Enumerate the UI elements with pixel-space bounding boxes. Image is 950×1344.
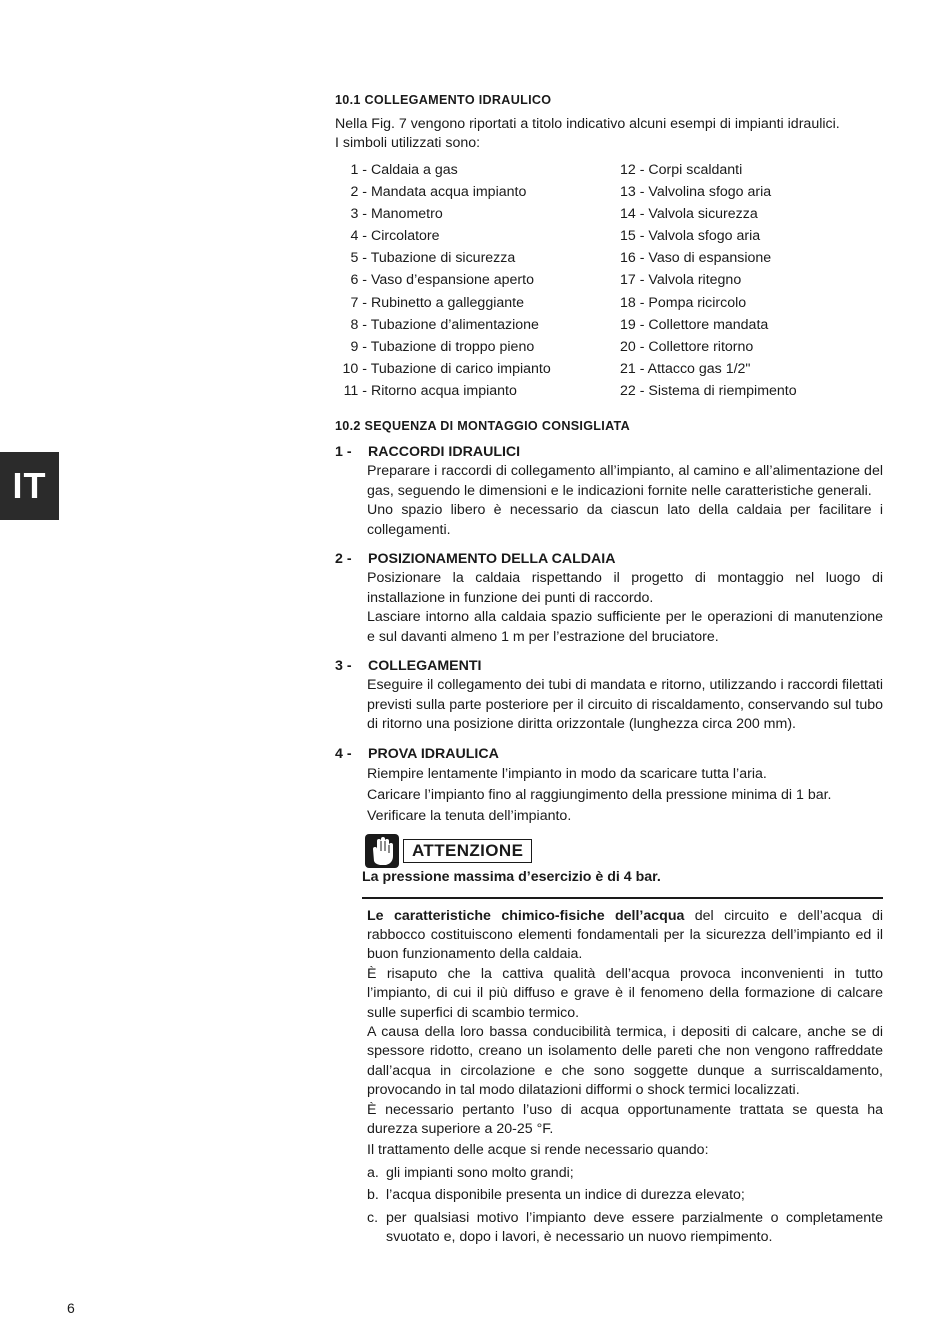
step-heading: 4 - PROVA IDRAULICA bbox=[335, 745, 499, 762]
list-item: 13 - Valvolina sfogo aria bbox=[620, 184, 772, 201]
warning-text: La pressione massima d’esercizio è di 4 bar. bbox=[362, 868, 661, 885]
list-item: b. l’acqua disponibile presenta un indice di durezza elevato; bbox=[367, 1187, 745, 1204]
section-assembly-sequence bbox=[335, 419, 883, 827]
list-item: 21 - Attacco gas 1/2" bbox=[620, 360, 751, 377]
paragraph: Preparare i raccordi di collegamento all’impianto, al camino e all’alimentazione del gas, seguendo le dimensioni e le indicazioni fornite nelle caratteristiche generali. bbox=[367, 463, 883, 499]
list-item: 1 - Caldaia a gas bbox=[350, 162, 458, 178]
list-item: 10 - Tubazione di carico impianto bbox=[342, 360, 551, 377]
water-quality-note bbox=[367, 907, 883, 1248]
symbol-column-right bbox=[620, 159, 883, 402]
step-heading: 2 - POSIZIONAMENTO DELLA CALDAIA bbox=[335, 551, 616, 568]
list-item: 20 - Collettore ritorno bbox=[620, 338, 754, 355]
intro-line: Nella Fig. 7 vengono riportati a titolo indicativo alcuni esempi di impianti idraulici. bbox=[335, 116, 840, 132]
step-body bbox=[367, 764, 883, 827]
stop-hand-icon bbox=[365, 834, 399, 868]
step-body bbox=[367, 676, 883, 735]
list-item: 3 - Manometro bbox=[350, 206, 443, 223]
list-item: 7 - Rubinetto a galleggiante bbox=[350, 294, 524, 311]
divider bbox=[362, 897, 883, 899]
warning-header bbox=[365, 834, 883, 868]
list-item: 2 - Mandata acqua impianto bbox=[350, 184, 527, 201]
step-body bbox=[367, 462, 883, 540]
paragraph: È risaputo che la cattiva qualità dell’acqua provoca inconvenienti in tutto l’impianto, di cui il più diffuso e grave è il fenomeno della formazione di calcare sulle superfici di scambio termico. bbox=[367, 965, 883, 1021]
condition-list bbox=[367, 1164, 883, 1248]
page-content bbox=[335, 93, 883, 1247]
paragraph: Eseguire il collegamento dei tubi di mandata e ritorno, utilizzando i raccordi filettati previsti sulla parte posteriore per il circuito di riscaldamento, conservando sul tubo di ritorno una posizione diritta orizzontale (lunghezza circa 200 mm). bbox=[367, 677, 883, 733]
list-item: 19 - Collettore mandata bbox=[620, 316, 769, 333]
list-item: a. gli impianti sono molto grandi; bbox=[367, 1164, 574, 1181]
paragraph: Il trattamento delle acque si rende necessario quando: bbox=[367, 1142, 709, 1159]
step-heading: 1 - RACCORDI IDRAULICI bbox=[335, 444, 521, 461]
language-tab: IT bbox=[0, 452, 59, 520]
symbol-column-left bbox=[335, 159, 620, 402]
list-item: 4 - Circolatore bbox=[350, 228, 440, 245]
list-item: 18 - Pompa ricircolo bbox=[620, 294, 747, 311]
section-heading-assembly-sequence: 10.2 SEQUENZA DI MONTAGGIO CONSIGLIATA bbox=[335, 419, 631, 434]
step-body bbox=[367, 569, 883, 647]
list-item: c. per qualsiasi motivo l’impianto deve essere parzialmente o completamente svuotato e, dopo i lavori, è necessario un nuovo riempimento. bbox=[367, 1209, 883, 1246]
list-item: 22 - Sistema di riempimento bbox=[620, 382, 797, 399]
list-item: 15 - Valvola sfogo aria bbox=[620, 228, 761, 245]
paragraph: Le caratteristiche chimico-fisiche dell’acqua del circuito e dell’acqua di rabbocco costituiscono elementi fondamentali per la sicurezza dell’impianto ed il buon funzionamento della caldaia. bbox=[367, 907, 883, 963]
list-item: 11 - Ritorno acqua impianto bbox=[343, 382, 517, 399]
intro-line: I simboli utilizzati sono: bbox=[335, 135, 481, 151]
step-boiler-positioning bbox=[335, 549, 883, 647]
page-number: 6 bbox=[67, 1300, 75, 1316]
warning-label: ATTENZIONE bbox=[403, 839, 532, 863]
list-item: 14 - Valvola sicurezza bbox=[620, 206, 758, 223]
paragraph: Riempire lentamente l’impianto in modo da scaricare tutta l’aria. bbox=[367, 765, 767, 782]
paragraph: A causa della loro bassa conducibilità termica, i depositi di calcare, anche se di spessore ridotto, creano un isolamento delle pareti che non vengono raffreddate dall’acqua in circolazione e che sono soggette dunque a surriscaldamento, provocando in tal modo dilatazioni difformi o shock termici localizzati. bbox=[367, 1023, 883, 1099]
step-heading: 3 - COLLEGAMENTI bbox=[335, 658, 482, 675]
list-item: 6 - Vaso d’espansione aperto bbox=[350, 272, 534, 289]
list-item: 5 - Tubazione di sicurezza bbox=[350, 250, 516, 267]
paragraph: Uno spazio libero è necessario da ciascun lato della caldaia per facilitare i collegamenti. bbox=[367, 502, 883, 538]
list-item: 8 - Tubazione d’alimentazione bbox=[350, 316, 539, 333]
paragraph: È necessario pertanto l’uso di acqua opportunamente trattata se questa ha durezza superiore a 20-25 °F. bbox=[367, 1101, 883, 1137]
list-item: 12 - Corpi scaldanti bbox=[620, 162, 743, 178]
paragraph: Lasciare intorno alla caldaia spazio sufficiente per le operazioni di manutenzione e sul davanti almeno 1 m per l’estrazione del bruciatore. bbox=[367, 609, 883, 645]
paragraph: Caricare l’impianto fino al raggiungimento della pressione minima di 1 bar. bbox=[367, 786, 832, 803]
step-connections bbox=[335, 656, 883, 735]
list-item: 16 - Vaso di espansione bbox=[620, 250, 772, 267]
step-hydraulic-fittings bbox=[335, 442, 883, 540]
step-hydraulic-test bbox=[335, 744, 883, 827]
paragraph: Posizionare la caldaia rispettando il progetto di montaggio nel luogo di installazione in funzione dei punti di raccordo. bbox=[367, 570, 883, 606]
list-item: 17 - Valvola ritegno bbox=[620, 272, 742, 289]
symbol-list bbox=[335, 159, 883, 402]
section-heading-hydraulic-connection: 10.1 COLLEGAMENTO IDRAULICO bbox=[335, 93, 552, 107]
list-item: 9 - Tubazione di troppo pieno bbox=[350, 338, 535, 355]
paragraph: Verificare la tenuta dell’impianto. bbox=[367, 807, 572, 824]
